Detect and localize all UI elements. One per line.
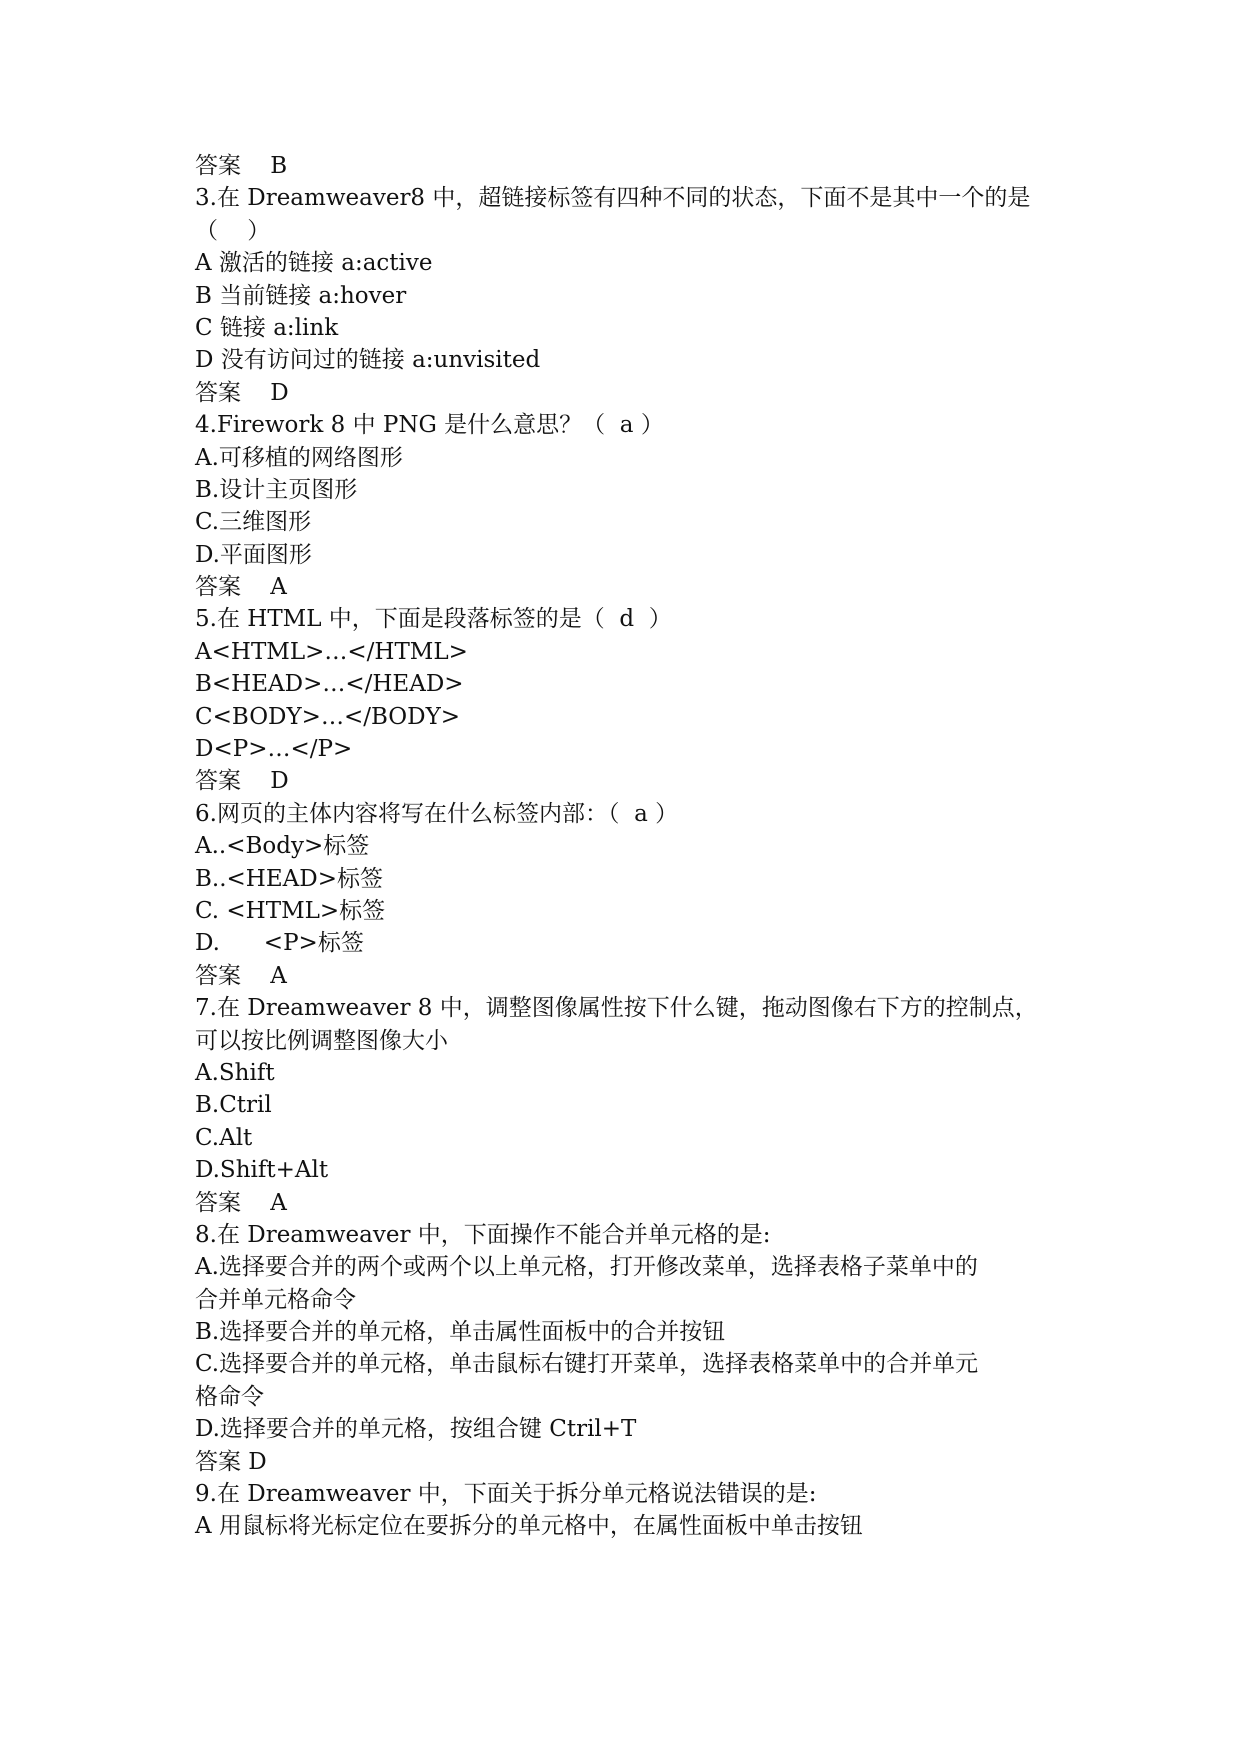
question-7-text-cont: 可以按比例调整图像大小 xyxy=(195,1027,448,1054)
answer-line: 答案 A xyxy=(195,574,287,601)
option-line: D<P>…</P> xyxy=(195,736,353,763)
question-8-text: 8.在 Dreamweaver 中，下面操作不能合并单元格的是: xyxy=(195,1221,771,1248)
option-line: C<BODY>…</BODY> xyxy=(195,703,461,730)
option-line: D.平面图形 xyxy=(195,541,312,568)
option-line: A..<Body>标签 xyxy=(195,833,370,860)
option-line: D. <P>标签 xyxy=(195,930,364,957)
question-4-text: 4.Firework 8 中 PNG 是什么意思？（ a ） xyxy=(195,412,664,439)
option-line: B.设计主页图形 xyxy=(195,476,358,503)
answer-line: 答案 B xyxy=(195,153,288,179)
option-line: B.选择要合并的单元格，单击属性面板中的合并按钮 xyxy=(195,1319,726,1346)
option-line: D.选择要合并的单元格，按组合键 Ctril+T xyxy=(195,1416,637,1443)
question-7-text: 7.在 Dreamweaver 8 中，调整图像属性按下什么键，拖动图像右下方的控制点， xyxy=(195,995,1038,1022)
option-line: A 激活的链接 a:active xyxy=(195,250,433,277)
option-line: C 链接 a:link xyxy=(195,314,339,341)
option-line: A<HTML>…</HTML> xyxy=(195,638,468,665)
answer-line: 答案 D xyxy=(195,768,289,795)
question-5-text: 5.在 HTML 中，下面是段落标签的是（ d ） xyxy=(195,606,672,633)
option-line-cont: 格命令 xyxy=(195,1383,264,1410)
option-line: A.Shift xyxy=(195,1059,275,1086)
question-9-text: 9.在 Dreamweaver 中，下面关于拆分单元格说法错误的是: xyxy=(195,1481,817,1508)
answer-line: 答案 D xyxy=(195,1448,267,1475)
option-line: B.Ctril xyxy=(195,1092,272,1119)
option-line: D 没有访问过的链接 a:unvisited xyxy=(195,347,541,374)
answer-line: 答案 D xyxy=(195,379,289,406)
option-line: C.Alt xyxy=(195,1124,253,1151)
option-line: B 当前链接 a:hover xyxy=(195,282,407,309)
option-line: A.选择要合并的两个或两个以上单元格，打开修改菜单，选择表格子菜单中的 xyxy=(195,1254,978,1281)
option-line: C. <HTML>标签 xyxy=(195,897,386,924)
answer-line: 答案 A xyxy=(195,1189,287,1216)
option-line: C.选择要合并的单元格，单击鼠标右键打开菜单，选择表格菜单中的合并单元 xyxy=(195,1351,979,1378)
option-line-cont: 合并单元格命令 xyxy=(195,1286,356,1313)
option-line: B..<HEAD>标签 xyxy=(195,865,383,892)
question-3-text: 3.在 Dreamweaver8 中，超链接标签有四种不同的状态，下面不是其中一个的是 xyxy=(195,185,1031,212)
option-line: B<HEAD>…</HEAD> xyxy=(195,671,464,698)
question-6-text: 6.网页的主体内容将写在什么标签内部：（ a ） xyxy=(195,800,679,827)
option-line: A.可移植的网络图形 xyxy=(195,444,403,471)
option-line: D.Shift+Alt xyxy=(195,1157,329,1184)
option-line: C.三维图形 xyxy=(195,509,312,536)
option-line: A 用鼠标将光标定位在要拆分的单元格中，在属性面板中单击按钮 xyxy=(195,1513,863,1540)
answer-line: 答案 A xyxy=(195,962,287,989)
document-page xyxy=(195,150,1075,1543)
question-3-text-cont: （ ） xyxy=(195,217,271,244)
